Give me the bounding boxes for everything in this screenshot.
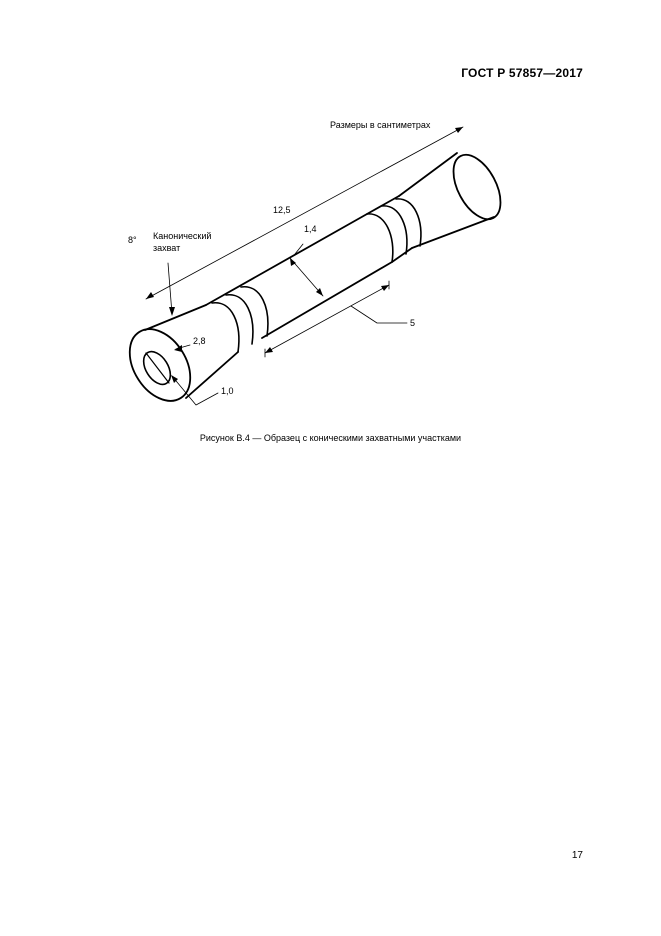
page-number: 17 (571, 850, 583, 861)
gauge-length-label: 5 (410, 318, 416, 328)
dimension-line-total (146, 127, 463, 299)
standard-number: ГОСТ Р 57857—2017 (461, 66, 583, 80)
inner-diameter-label: 1,0 (221, 386, 234, 396)
right-grip-end (444, 147, 510, 227)
outer-diameter-label: 2,8 (193, 336, 206, 346)
dimension-total-label: 12,5 (273, 205, 291, 215)
specimen-figure (0, 0, 661, 430)
grip-label-line2: захват (153, 243, 181, 253)
grip-label-line1: Канонический (153, 231, 212, 241)
angle-label: 8° (128, 235, 137, 245)
figure-caption: Рисунок В.4 — Образец с коническими захватными участками (199, 433, 462, 443)
specimen-drawing (0, 0, 661, 430)
gauge-diameter-label: 1,4 (304, 224, 317, 234)
units-note: Размеры в сантиметрах (330, 120, 431, 130)
